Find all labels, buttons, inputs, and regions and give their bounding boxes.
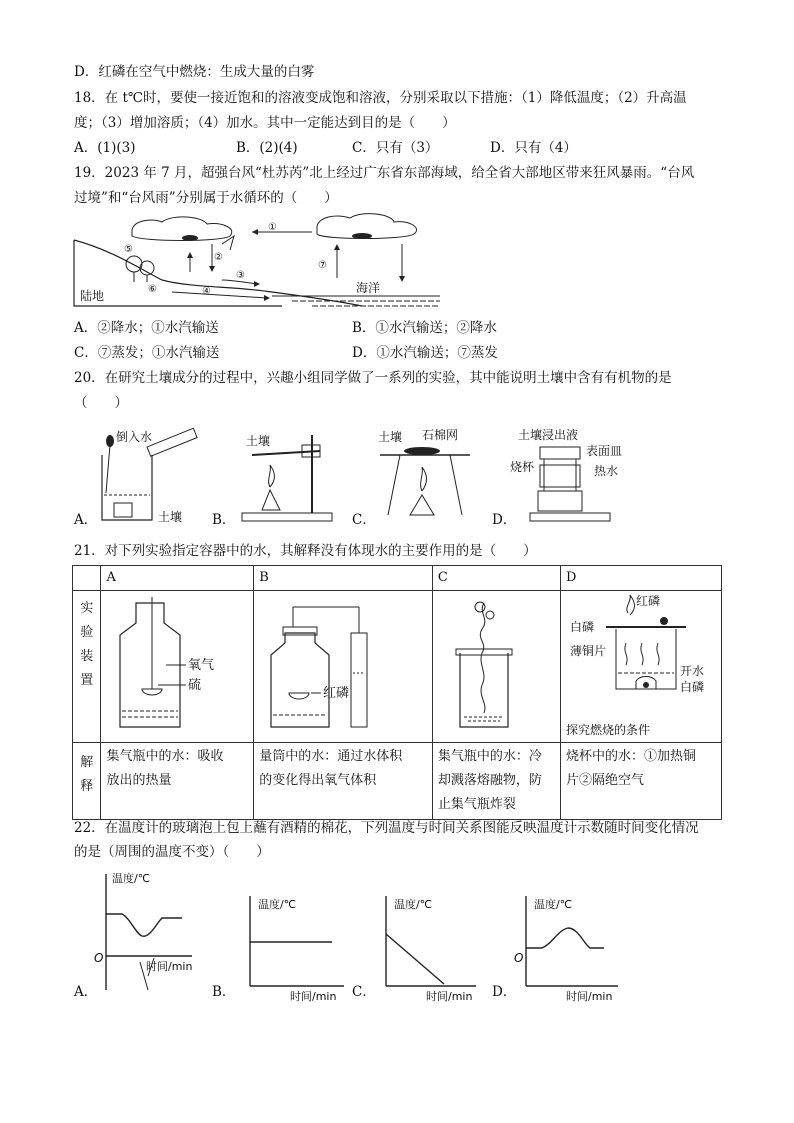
land-label: 陆地 bbox=[80, 289, 105, 303]
cycle-num-4: ④ bbox=[202, 286, 211, 297]
q20-option-a: A． bbox=[74, 512, 98, 528]
sulfur-label: 硫 bbox=[188, 678, 202, 693]
q20-apparatus-a bbox=[92, 425, 212, 525]
cycle-num-1: ① bbox=[268, 222, 277, 233]
q18-option-a: A．(1)(3) bbox=[74, 140, 136, 156]
cycle-num-6: ⑥ bbox=[148, 284, 157, 295]
q22-option-a: A． bbox=[74, 984, 98, 1000]
q21-col-c: C bbox=[432, 566, 560, 591]
q22-graph-c bbox=[372, 892, 492, 1002]
pour-water-label: 倒入水 bbox=[116, 430, 153, 444]
phosphorus-bottle-drawing bbox=[259, 593, 423, 733]
q22-option-d: D． bbox=[492, 984, 517, 1000]
soil-label-c: 土壤 bbox=[378, 430, 403, 444]
q21-apparatus-b bbox=[254, 591, 433, 743]
q21-explain-b: 量筒中的水：通过水体积 的变化得出氧气体积 bbox=[254, 743, 433, 820]
q21-apparatus-d bbox=[561, 591, 722, 743]
graph-b-ylabel: 温度/℃ bbox=[258, 898, 297, 911]
sea-label: 海洋 bbox=[356, 281, 381, 295]
q20-option-b: B． bbox=[212, 512, 236, 528]
graph-a-ylabel: 温度/℃ bbox=[112, 872, 151, 885]
graph-c-xlabel: 时间/min bbox=[426, 990, 473, 1002]
cycle-num-2: ② bbox=[214, 252, 223, 263]
combustion-condition-drawing bbox=[566, 593, 716, 711]
q21-col-d: D bbox=[561, 566, 722, 591]
q21-explain-d: 烧杯中的水：①加热铜 片②隔绝空气 bbox=[561, 743, 722, 820]
q21-table bbox=[72, 565, 722, 820]
q21-stem: 21．对下列实验指定容器中的水，其解释没有体现水的主要作用的是（ ） bbox=[74, 543, 537, 559]
q19-option-c: C．⑦蒸发；①水汽输送 bbox=[74, 345, 220, 361]
gauze-label: 石棉网 bbox=[422, 428, 459, 442]
q22-stem-line1: 22．在温度计的玻璃泡上包上蘸有酒精的棉花，下列温度与时间关系图能反映温度计示数随时间变化情况 bbox=[74, 820, 699, 836]
graph-c-ylabel: 温度/℃ bbox=[394, 898, 433, 911]
q18-option-d: D．只有（4） bbox=[490, 140, 577, 156]
q21-explain-a: 集气瓶中的水：吸收 放出的热量 bbox=[101, 743, 254, 820]
iron-wire-bottle-drawing bbox=[438, 593, 548, 733]
water-cycle-diagram bbox=[72, 210, 442, 310]
q17-option-d: D．红磷在空气中燃烧：生成大量的白雾 bbox=[74, 64, 315, 80]
red-phosphorus-label-b: 红磷 bbox=[323, 686, 350, 701]
q22-graph-b bbox=[232, 892, 352, 1002]
oxygen-label: 氧气 bbox=[188, 658, 215, 673]
white-phosphorus-label-bottom: 白磷 bbox=[680, 680, 705, 694]
red-phosphorus-label-d: 红磷 bbox=[636, 594, 661, 608]
q20-option-d: D． bbox=[492, 512, 517, 528]
white-phosphorus-label-top: 白磷 bbox=[570, 620, 595, 634]
q19-stem-line2: 过境”和“台风雨”分别属于水循环的（ ） bbox=[74, 190, 338, 206]
q21-row-apparatus-head: 实 验 装 置 bbox=[73, 591, 101, 743]
q20-option-c: C． bbox=[352, 512, 376, 528]
beaker-label: 烧杯 bbox=[510, 460, 535, 474]
graph-d-ylabel: 温度/℃ bbox=[534, 898, 573, 911]
cycle-num-3: ③ bbox=[236, 270, 245, 281]
q21-row-explain-head: 解 释 bbox=[73, 743, 101, 820]
q22-graph-a bbox=[92, 866, 212, 996]
q18-option-b: B．(2)(4) bbox=[236, 140, 298, 156]
extract-label: 土壤浸出液 bbox=[518, 428, 579, 442]
q22-graph-d bbox=[512, 892, 632, 1002]
q20-apparatus-c bbox=[370, 425, 480, 525]
boiling-water-label: 开水 bbox=[680, 664, 705, 678]
q19-stem-line1: 19．2023 年 7 月，超强台风“杜苏芮”北上经过广东省东部海域，给全省大部地区带来狂风暴雨。“台风 bbox=[74, 165, 695, 181]
q22-option-b: B． bbox=[212, 984, 236, 1000]
dish-label: 表面皿 bbox=[586, 444, 623, 458]
soil-label-b: 土壤 bbox=[246, 434, 271, 448]
copper-sheet-label: 薄铜片 bbox=[570, 644, 607, 658]
graph-a-origin: O bbox=[94, 951, 104, 965]
cycle-num-7: ⑦ bbox=[318, 260, 327, 271]
cycle-num-5: ⑤ bbox=[124, 244, 133, 255]
q20-stem-line2: （ ） bbox=[74, 395, 128, 411]
q21-col-b: B bbox=[254, 566, 433, 591]
q21-explain-c: 集气瓶中的水：冷 却溅落熔融物，防 止集气瓶炸裂 bbox=[432, 743, 560, 820]
q22-stem-line2: 的是（周围的温度不变）（ ） bbox=[74, 844, 270, 860]
q21-apparatus-c bbox=[432, 591, 560, 743]
q22-option-c: C． bbox=[352, 984, 376, 1000]
q20-stem-line1: 20．在研究土壤成分的过程中，兴趣小组同学做了一系列的实验，其中能说明土壤中含有有机物的是 bbox=[74, 370, 672, 386]
hot-water-label: 热水 bbox=[594, 464, 619, 478]
graph-d-xlabel: 时间/min bbox=[566, 990, 613, 1002]
combustion-caption: 探究燃烧的条件 bbox=[566, 723, 651, 737]
graph-a-xlabel: 时间/min bbox=[146, 960, 193, 973]
soil-label-a: 土壤 bbox=[158, 510, 183, 524]
q19-option-b: B．①水汽输送；②降水 bbox=[352, 320, 497, 336]
q20-apparatus-b bbox=[232, 425, 342, 525]
q21-col-a: A bbox=[101, 566, 254, 591]
q18-stem-line2: 度；（3）增加溶质；（4）加水。其中一定能达到目的是（ ） bbox=[74, 115, 456, 131]
q19-option-d: D．①水汽输送；⑦蒸发 bbox=[352, 345, 498, 361]
q18-stem-line1: 18．在 t℃时，要使一接近饱和的溶液变成饱和溶液，分别采取以下措施：（1）降低温度；（2）升高温 bbox=[74, 90, 687, 106]
sulfur-bottle-drawing bbox=[106, 593, 246, 733]
q21-corner bbox=[73, 566, 101, 591]
q20-apparatus-d bbox=[510, 425, 640, 525]
graph-b-xlabel: 时间/min bbox=[290, 990, 337, 1002]
q19-option-a: A．②降水；①水汽输送 bbox=[74, 320, 219, 336]
graph-d-origin: O bbox=[514, 951, 524, 965]
q18-option-c: C．只有（3） bbox=[352, 140, 439, 156]
q21-apparatus-a bbox=[101, 591, 254, 743]
